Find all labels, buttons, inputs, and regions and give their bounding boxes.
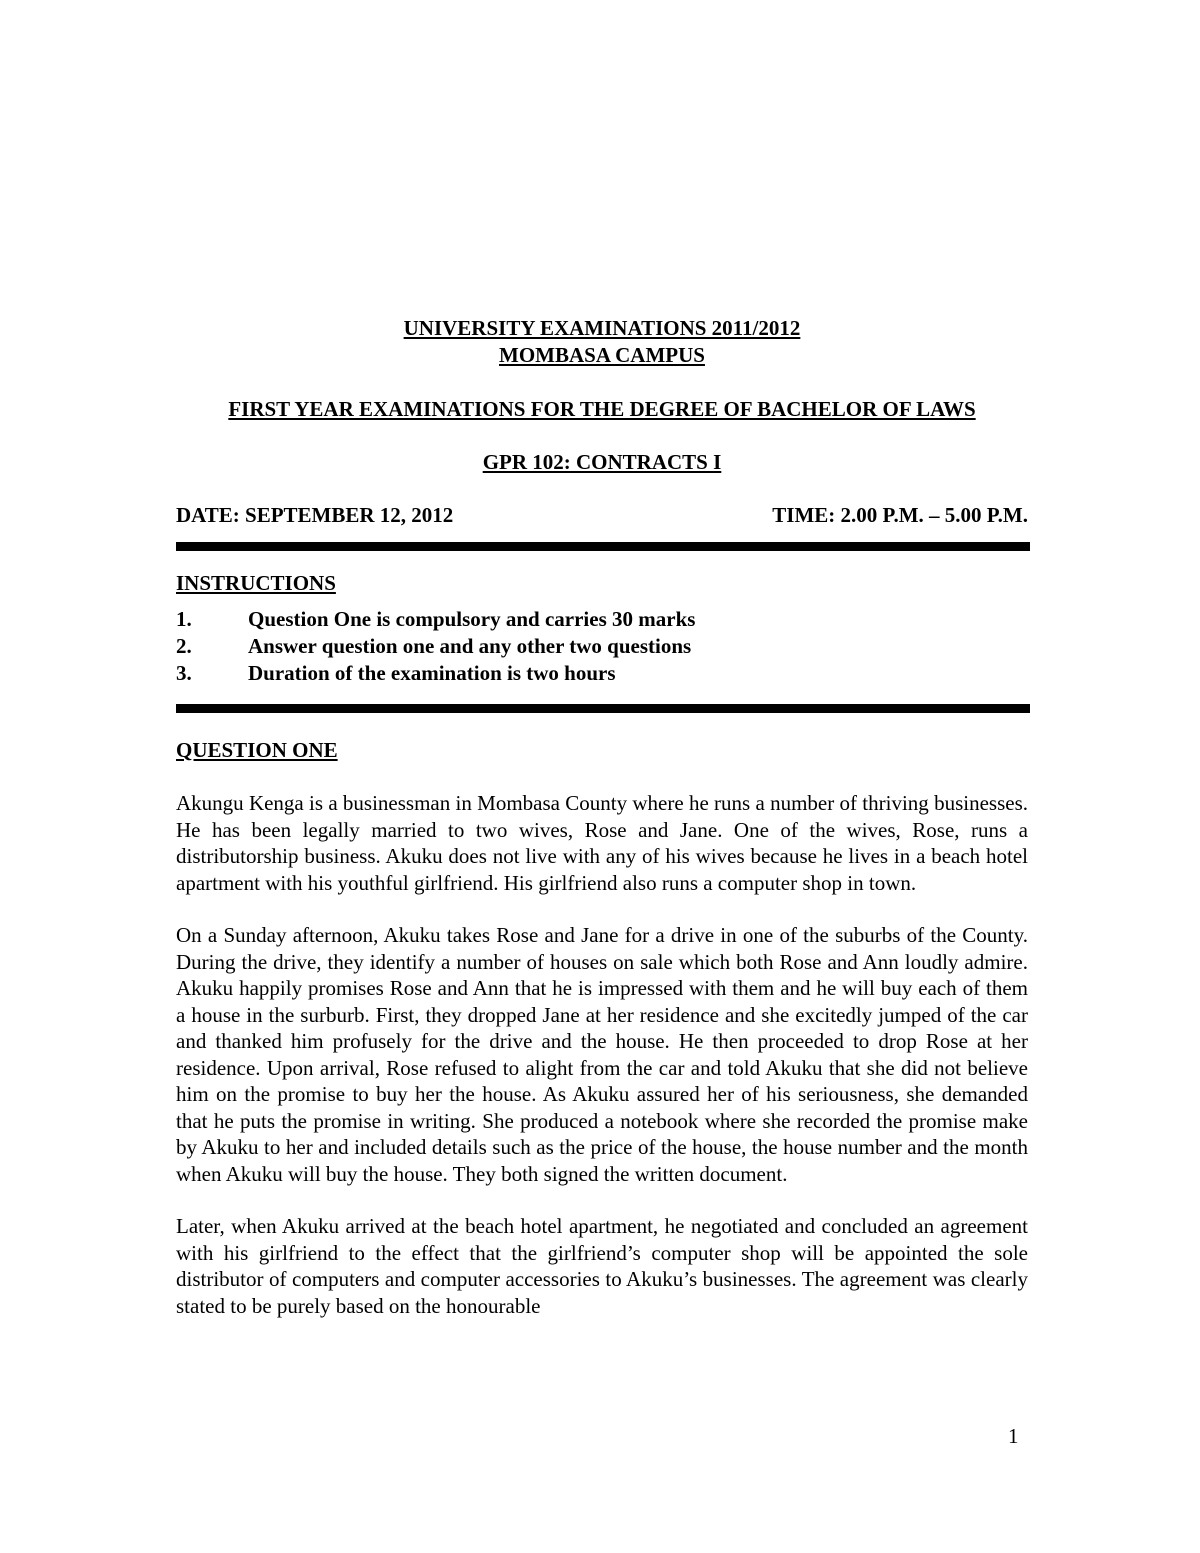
instruction-text: Duration of the examination is two hours	[248, 661, 616, 685]
question-one-title: QUESTION ONE	[176, 738, 338, 762]
question-paragraph: Akungu Kenga is a businessman in Mombasa County where he runs a number of thriving businesses. He has been legally married to two wives, Rose and Jane. One of the wives, Rose, runs a distributorship business. Akuku does not live with any of his wives because he lives in a beach hotel apartment with his youthful girlfriend. His girlfriend also runs a computer shop in town.	[176, 791, 1028, 895]
top-divider	[176, 542, 1030, 551]
question-paragraph: Later, when Akuku arrived at the beach hotel apartment, he negotiated and concluded an agreement with his girlfriend to the effect that the girlfriend’s computer shop will be appointed the sole distributor of computers and computer accessories to Akuku’s businesses. The agreement was clearly stated to be purely based on the honourable	[176, 1214, 1028, 1318]
instruction-text: Question One is compulsory and carries 30 marks	[248, 607, 696, 631]
instruction-text: Answer question one and any other two questions	[248, 634, 692, 658]
instruction-number: 1.	[176, 607, 192, 631]
instruction-number: 3.	[176, 661, 192, 685]
instruction-item	[176, 660, 1028, 687]
campus-title: MOMBASA CAMPUS	[499, 343, 705, 367]
university-title: UNIVERSITY EXAMINATIONS 2011/2012	[403, 316, 801, 340]
instruction-item	[176, 606, 1028, 633]
instruction-number: 2.	[176, 634, 192, 658]
instructions-list	[176, 606, 1028, 687]
page-number: 1	[1008, 1424, 1019, 1448]
date-time-row	[176, 502, 1028, 529]
instructions-title: INSTRUCTIONS	[176, 571, 336, 595]
question-paragraph: On a Sunday afternoon, Akuku takes Rose and Jane for a drive in one of the suburbs of the County. During the drive, they identify a number of houses on sale which both Rose and Ann loudly admire. Akuku happily promises Rose and Ann that he is impressed with them and he will buy each of them a house in the surburb. First, they dropped Jane at her residence and she excitedly jumped of the car and thanked him profusely for the drive and the house. He then proceeded to drop Rose at her residence. Upon arrival, Rose refused to alight from the car and told Akuku that she did not believe him on the promise to buy her the house. As Akuku assured her of his seriousness, she demanded that he puts the promise in writing. She produced a notebook where she recorded the promise make by Akuku to her and included details such as the price of the house, the house number and the month when Akuku will buy the house. They both signed the written document.	[176, 923, 1028, 1186]
instruction-item	[176, 633, 1028, 660]
exam-time: TIME: 2.00 P.M. – 5.00 P.M.	[772, 503, 1028, 527]
course-title: GPR 102: CONTRACTS I	[482, 450, 722, 474]
page-content	[176, 315, 1028, 1319]
exam-title: FIRST YEAR EXAMINATIONS FOR THE DEGREE OF BACHELOR OF LAWS	[228, 397, 976, 421]
bottom-divider	[176, 704, 1030, 713]
exam-date: DATE: SEPTEMBER 12, 2012	[176, 503, 454, 527]
